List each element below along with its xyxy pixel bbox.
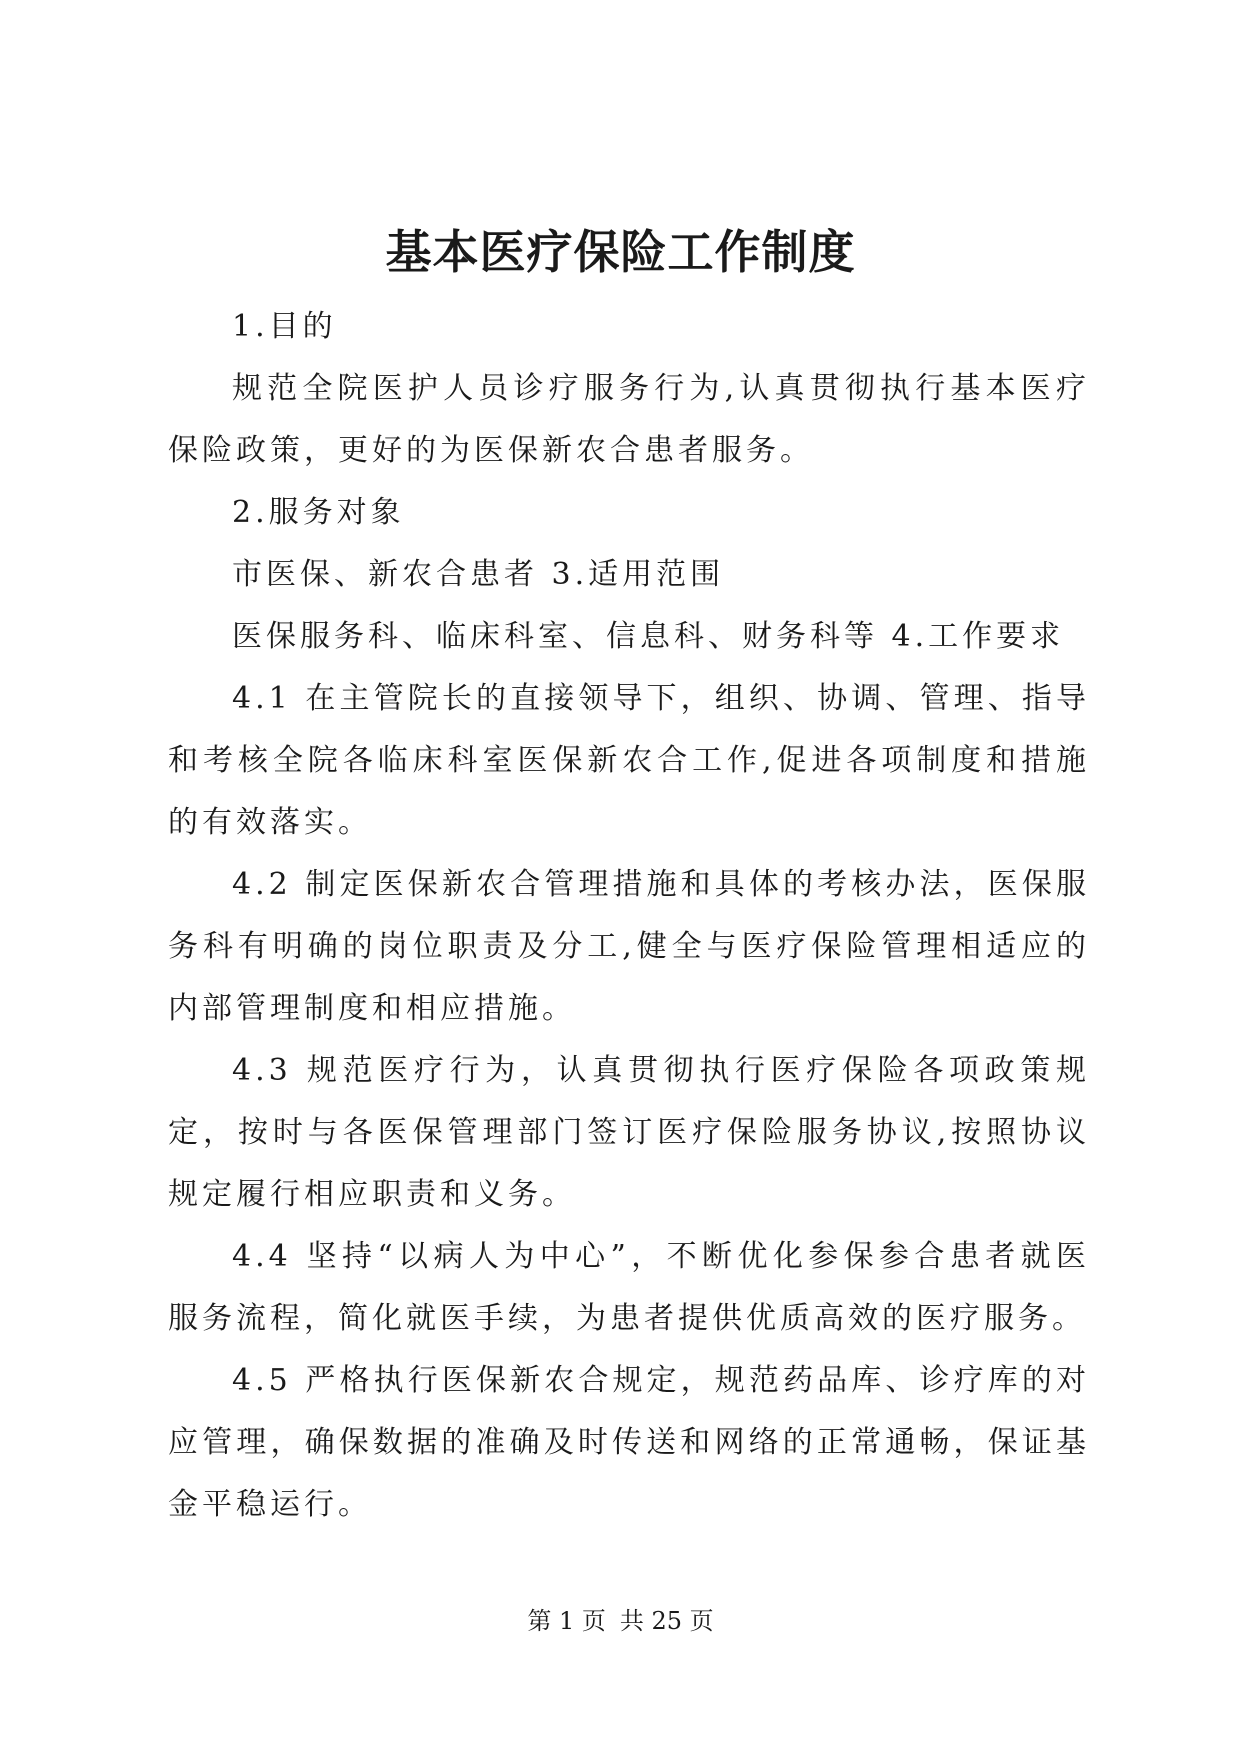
paragraph-requirement-4-1: 4.1 在主管院长的直接领导下，组织、协调、管理、指导和考核全院各临床科室医保新农合工作,促进各项制度和措施的有效落实。: [168, 681, 1090, 840]
page-number: 第 1 页: [527, 1607, 606, 1635]
document-body: [168, 296, 1090, 1536]
paragraph-requirement-4-2: 4.2 制定医保新农合管理措施和具体的考核办法，医保服务科有明确的岗位职责及分工,健全与医疗保险管理相适应的内部管理制度和相应措施。: [168, 867, 1090, 1026]
page-total: 共 25 页: [619, 1607, 714, 1635]
document-title: 基本医疗保险工作制度: [385, 225, 856, 279]
paragraph-service-targets: 市医保、新农合患者 3.适用范围: [232, 557, 725, 592]
paragraph-purpose: 规范全院医护人员诊疗服务行为,认真贯彻执行基本医疗保险政策，更好的为医保新农合患者服务。: [168, 371, 1090, 468]
paragraph-section-1-heading: 1.目的: [232, 309, 337, 344]
paragraph-requirement-4-4: 4.4 坚持“以病人为中心”，不断优化参保参合患者就医服务流程，简化就医手续，为患者提供优质高效的医疗服务。: [168, 1239, 1090, 1336]
paragraph-requirement-4-3: 4.3 规范医疗行为，认真贯彻执行医疗保险各项政策规定，按时与各医保管理部门签订医疗保险服务协议,按照协议规定履行相应职责和义务。: [168, 1053, 1090, 1212]
paragraph-section-2-heading: 2.服务对象: [232, 495, 405, 530]
page-footer: [0, 1605, 1241, 1637]
paragraph-requirement-4-5: 4.5 严格执行医保新农合规定，规范药品库、诊疗库的对应管理，确保数据的准确及时传送和网络的正常通畅，保证基金平稳运行。: [168, 1363, 1090, 1522]
paragraph-scope: 医保服务科、临床科室、信息科、财务科等 4.工作要求: [232, 619, 1065, 654]
